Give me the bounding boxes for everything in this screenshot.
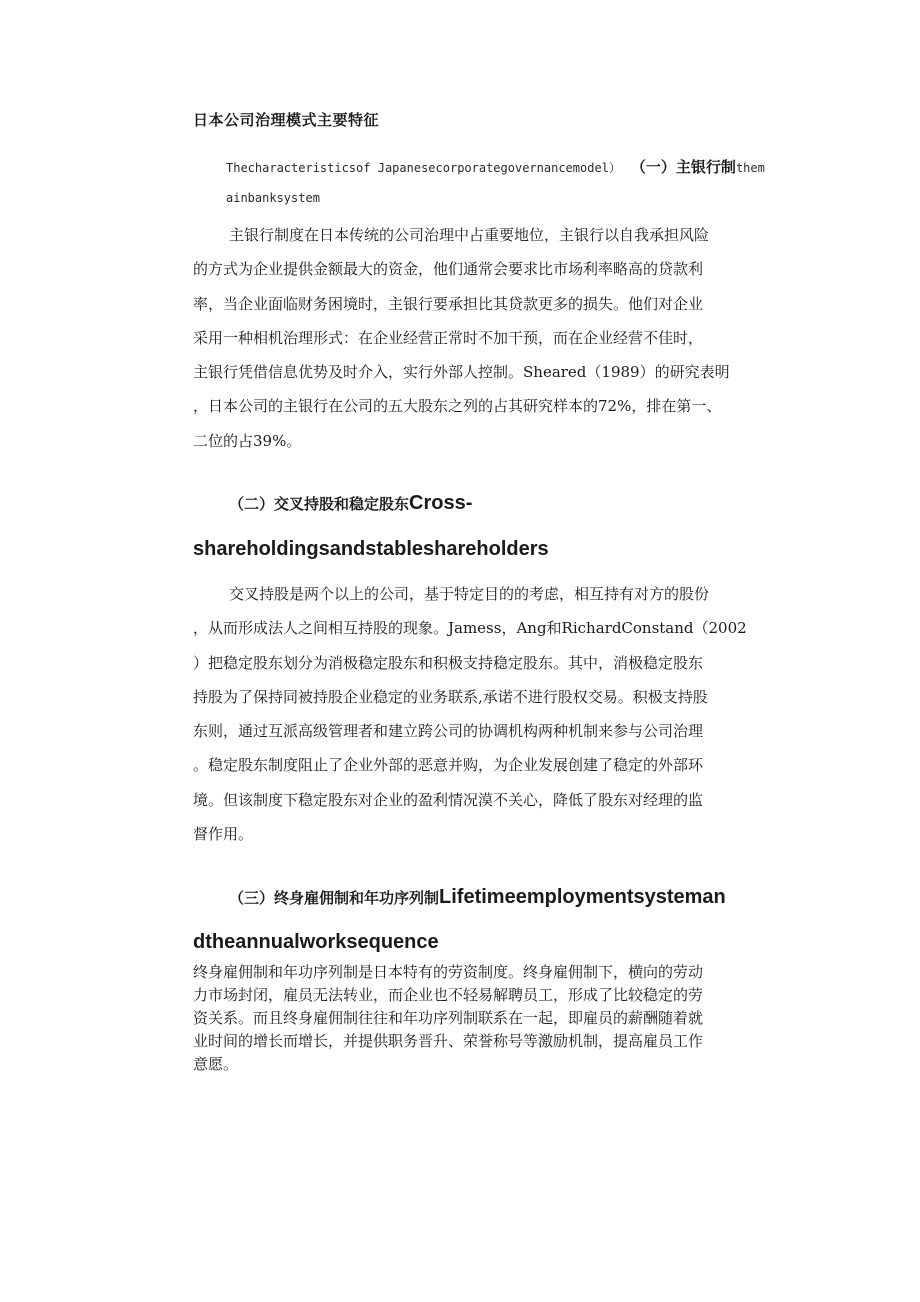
subtitle-en: Thecharacteristicsof Japanesecorporategovernancemodel <box>226 161 609 175</box>
paragraph-line: 主银行制度在日本传统的公司治理中占重要地位，主银行以自我承担风险 <box>229 226 710 244</box>
subtitle-close: ） <box>608 161 621 175</box>
paragraph-line: 二位的占39%。 <box>193 431 302 450</box>
paragraph-line: 资关系。而且终身雇佣制往往和年功序列制联系在一起，即雇员的薪酬随着就 <box>193 1009 704 1027</box>
paragraph-line: 率，当企业面临财务困境时，主银行要承担比其贷款更多的损失。他们对企业 <box>193 294 704 313</box>
paragraph-line: 力市场封闭，雇员无法转业，而企业也不轻易解聘员工，形成了比较稳定的劳 <box>193 986 704 1004</box>
paragraph-line: 境。但该制度下稳定股东对企业的盈利情况漠不关心，降低了股东对经理的监 <box>193 790 704 809</box>
subtitle-line <box>226 156 765 177</box>
paragraph-line: ，从而形成法人之间相互持股的现象。Jamess，Ang和RichardConstand（2002 <box>193 619 747 638</box>
section3-heading <box>229 886 726 909</box>
section1-heading-en-b: ainbanksystem <box>226 191 320 205</box>
paragraph-line: 的方式为企业提供金额最大的资金，他们通常会要求比市场利率略高的贷款利 <box>193 260 704 279</box>
section2-heading-en-a: Cross- <box>409 492 473 514</box>
section1-heading-en-a: them <box>735 161 765 175</box>
section2-heading <box>229 492 472 515</box>
paragraph-line: ，日本公司的主银行在公司的五大股东之列的占其研究样本的72%，排在第一、 <box>193 397 722 416</box>
section2-heading-cn: （二）交叉持股和稳定股东 <box>229 495 410 513</box>
section2-heading-en-b: shareholdingsandstableshareholders <box>193 538 549 560</box>
section3-paragraph <box>193 961 763 1076</box>
paragraph-line: 意愿。 <box>193 1055 239 1073</box>
paragraph-line: 采用一种相机治理形式：在企业经营正常时不加干预，而在企业经营不佳时， <box>193 328 704 347</box>
section1-paragraph <box>193 218 763 458</box>
section1-heading-cn: （一）主银行制 <box>630 158 736 176</box>
page-title: 日本公司治理模式主要特征 <box>193 111 380 129</box>
section3-heading-en-b: dtheannualworksequence <box>193 931 439 953</box>
paragraph-line: 业时间的增长而增长，并提供职务晋升、荣誉称号等激励机制，提高雇员工作 <box>193 1032 704 1050</box>
paragraph-line: 东则，通过互派高级管理者和建立跨公司的协调机构两种机制来参与公司治理 <box>193 722 704 741</box>
paragraph-line: 。稳定股东制度阻止了企业外部的恶意并购，为企业发展创建了稳定的外部环 <box>193 756 704 775</box>
paragraph-line: 持股为了保持同被持股企业稳定的业务联系,承诺不进行股权交易。积极支持股 <box>193 687 708 706</box>
paragraph-line: 主银行凭借信息优势及时介入，实行外部人控制。Sheared（1989）的研究表明 <box>193 363 730 382</box>
section2-paragraph <box>193 577 763 851</box>
paragraph-line: ）把稳定股东划分为消极稳定股东和积极支持稳定股东。其中，消极稳定股东 <box>193 653 704 672</box>
paragraph-line: 终身雇佣制和年功序列制是日本特有的劳资制度。终身雇佣制下，横向的劳动 <box>193 963 704 981</box>
section3-heading-en-a: Lifetimeemploymentsysteman <box>439 886 726 908</box>
section3-heading-cn: （三）终身雇佣制和年功序列制 <box>229 889 440 907</box>
paragraph-line: 交叉持股是两个以上的公司，基于特定目的的考虑，相互持有对方的股份 <box>229 585 710 603</box>
paragraph-line: 督作用。 <box>193 825 254 844</box>
